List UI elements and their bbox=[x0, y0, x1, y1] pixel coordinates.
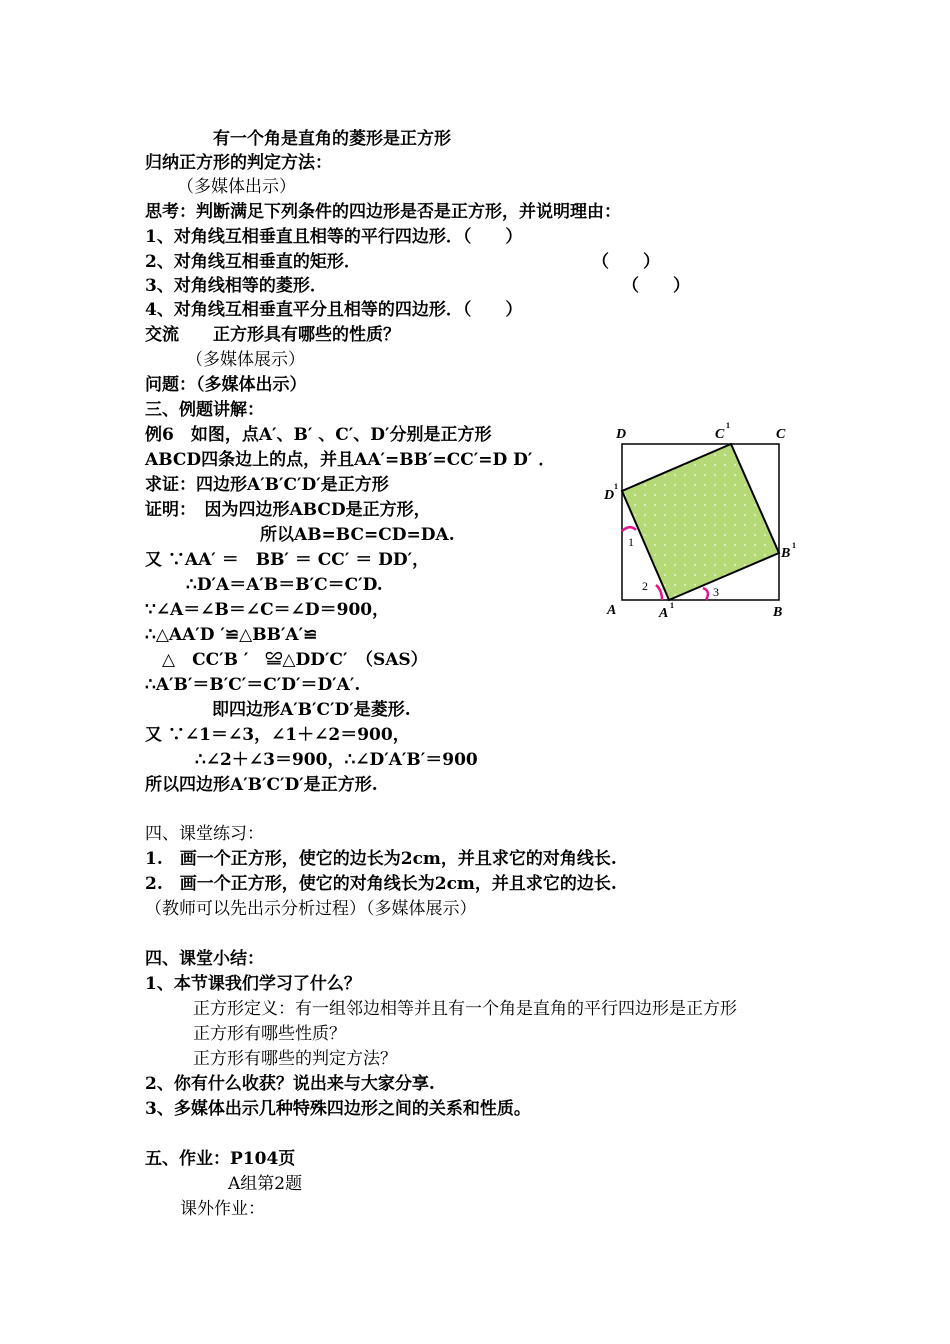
line-12: 三、例题讲解： bbox=[145, 400, 264, 420]
line-7-bracket: （ ） bbox=[622, 276, 690, 296]
line-5: 1、对角线互相垂直且相等的平行四边形．（ ） bbox=[145, 227, 523, 247]
line-15: 求证：四边形A′B′C′D′是正方形 bbox=[145, 475, 389, 495]
line-33: 1、本节课我们学习了什么？ bbox=[145, 974, 361, 994]
line-13: 例6 如图，点A′、B′ 、C′、D′分别是正方形 bbox=[145, 425, 492, 445]
line-36: 正方形有哪些的判定方法？ bbox=[193, 1049, 397, 1069]
line-34: 正方形定义：有一组邻边相等并且有一个角是直角的平行四边形是正方形 bbox=[193, 999, 737, 1019]
line-30: 2. 画一个正方形，使它的对角线长为2cm，并且求它的边长. bbox=[145, 874, 617, 894]
angle-mark-1 bbox=[622, 527, 636, 531]
line-35: 正方形有哪些性质？ bbox=[193, 1024, 346, 1044]
line-32: 四、课堂小结： bbox=[145, 949, 264, 969]
line-20: ∵∠A＝∠B＝∠C＝∠D＝900， bbox=[145, 600, 390, 620]
line-6-bracket: （ ） bbox=[592, 252, 660, 272]
line-23: ∴A′B′＝B′C′＝C′D′＝D′A′. bbox=[145, 675, 361, 695]
label-b1-sup: 1 bbox=[792, 541, 796, 550]
label-a: A bbox=[607, 603, 617, 618]
label-d1: D bbox=[604, 488, 615, 503]
line-18: 又 ∵AA′ ＝ BB′ ＝ CC′ ＝ DD′， bbox=[145, 550, 430, 570]
line-28: 四、课堂练习： bbox=[145, 824, 264, 844]
line-16: 证明： 因为四边形ABCD是正方形， bbox=[145, 500, 431, 520]
angle-label-2: 2 bbox=[642, 579, 648, 593]
label-a1: A bbox=[659, 606, 669, 621]
line-4: 思考：判断满足下列条件的四边形是否是正方形，并说明理由： bbox=[145, 202, 621, 222]
label-b1: B bbox=[781, 546, 791, 561]
line-38: 3、多媒体出示几种特殊四边形之间的关系和性质。 bbox=[145, 1099, 531, 1119]
line-22: △ CC′B ′ ≌△DD′C′ （SAS） bbox=[162, 650, 428, 670]
line-27: 所以四边形A′B′C′D′是正方形. bbox=[145, 775, 378, 795]
line-21: ∴△AA′D ′≌△BB′A′≌ bbox=[145, 625, 318, 645]
line-39: 五、作业：P104页 bbox=[145, 1149, 296, 1169]
line-40: A组第2题 bbox=[228, 1174, 303, 1194]
line-1: 有一个角是直角的菱形是正方形 bbox=[213, 129, 451, 149]
angle-mark-3 bbox=[703, 588, 708, 600]
label-a1-sup: 1 bbox=[670, 601, 674, 610]
label-d1-sup: 1 bbox=[614, 482, 618, 491]
line-3: （多媒体出示） bbox=[177, 177, 296, 197]
line-10: （多媒体展示） bbox=[186, 350, 305, 370]
angle-label-1: 1 bbox=[628, 535, 634, 549]
line-9: 交流 正方形具有哪些的性质？ bbox=[145, 325, 400, 345]
line-6: 2、对角线互相垂直的矩形． bbox=[145, 252, 361, 272]
line-19: ∴D′A＝A′B＝B′C＝C′D. bbox=[186, 575, 383, 595]
line-14: ABCD四条边上的点，并且AA′=BB′=CC′=D D′ ． bbox=[145, 450, 556, 470]
label-c1: C bbox=[715, 427, 725, 442]
line-8: 4、对角线互相垂直平分且相等的四边形．（ ） bbox=[145, 300, 523, 320]
line-17: 所以AB=BC=CD=DA. bbox=[260, 525, 455, 545]
line-7: 3、对角线相等的菱形． bbox=[145, 276, 327, 296]
line-37: 2、你有什么收获？说出来与大家分享. bbox=[145, 1074, 435, 1094]
line-29: 1. 画一个正方形，使它的边长为2cm，并且求它的对角线长. bbox=[145, 849, 617, 869]
line-11: 问题：（多媒体出示） bbox=[145, 375, 307, 395]
label-c: C bbox=[776, 427, 786, 442]
angle-mark-2 bbox=[656, 585, 662, 600]
label-c1-sup: 1 bbox=[726, 421, 730, 430]
line-24: 即四边形A′B′C′D′是菱形. bbox=[212, 700, 411, 720]
line-41: 课外作业： bbox=[180, 1199, 265, 1219]
line-25: 又 ∵∠1＝∠3，∠1＋∠2＝900， bbox=[145, 725, 410, 745]
inner-square-a1b1c1d1 bbox=[622, 444, 779, 600]
angle-label-3: 3 bbox=[713, 585, 719, 599]
line-26: ∴∠2＋∠3＝900，∴∠D′A′B′＝900 bbox=[195, 750, 478, 770]
line-31: （教师可以先出示分析过程）（多媒体展示） bbox=[145, 899, 477, 919]
label-b: B bbox=[773, 605, 783, 620]
line-2: 归纳正方形的判定方法： bbox=[145, 153, 332, 173]
label-d: D bbox=[616, 427, 627, 442]
square-figure bbox=[600, 420, 800, 625]
